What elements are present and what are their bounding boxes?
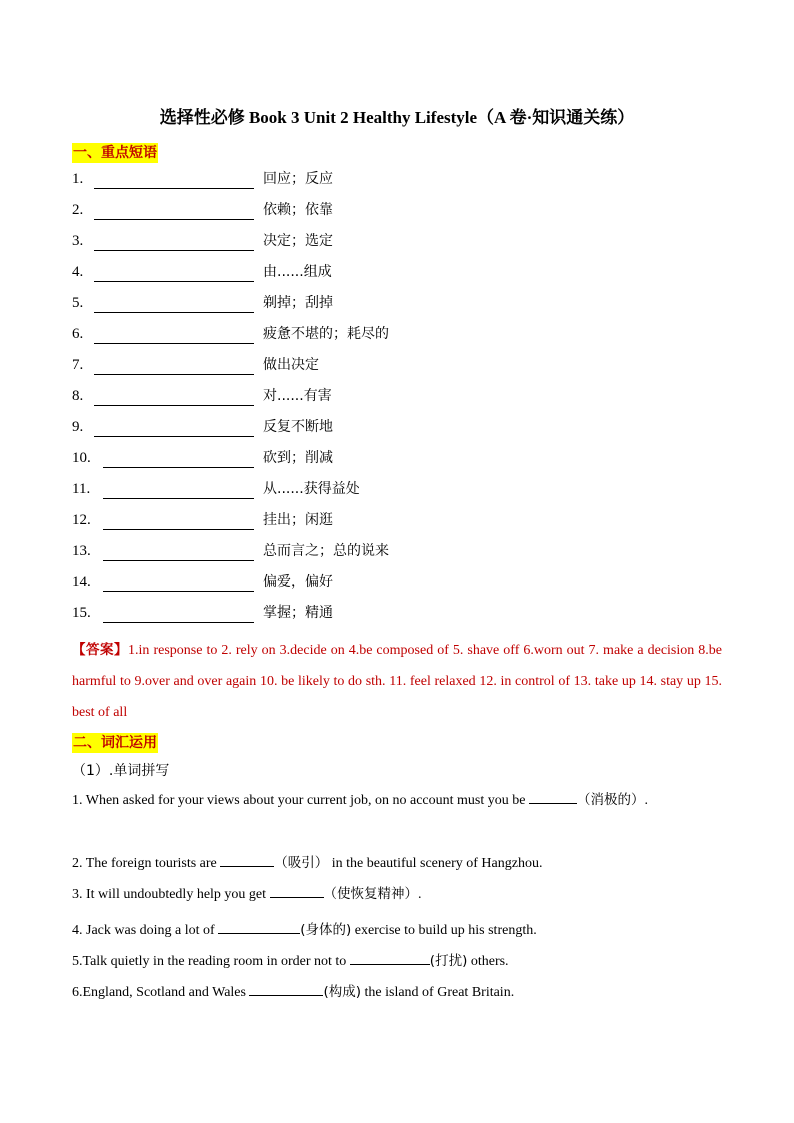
phrase-item — [72, 355, 319, 375]
question-hint: （使恢复精神） — [323, 886, 419, 902]
question-hint: （吸引） — [274, 855, 329, 871]
phrase-item — [72, 541, 389, 561]
phrase-item — [72, 417, 333, 437]
phrase-number: 11. — [72, 481, 91, 497]
question-text: 4. Jack was doing a lot of — [72, 923, 219, 938]
phrase-meaning: 从......获得益处 — [263, 481, 360, 497]
question-item — [72, 848, 722, 879]
phrase-item — [72, 324, 389, 344]
question-item — [72, 785, 722, 816]
phrase-number: 7. — [72, 357, 84, 373]
phrase-item — [72, 510, 333, 530]
phrase-item — [72, 169, 333, 189]
answer-blank[interactable] — [103, 483, 254, 499]
phrase-meaning: 砍到；削减 — [263, 450, 333, 466]
phrase-number: 6. — [72, 326, 84, 342]
question-text-end: in the beautiful scenery of Hangzhou. — [328, 856, 543, 871]
phrase-meaning: 回应；反应 — [263, 171, 333, 187]
question-item — [72, 915, 722, 946]
answer-blank[interactable] — [94, 297, 254, 313]
phrase-item — [72, 603, 333, 623]
phrase-item — [72, 386, 332, 406]
phrase-meaning: 掌握；精通 — [263, 605, 333, 621]
phrase-meaning: 依赖；依靠 — [263, 202, 333, 218]
answer-blank[interactable] — [529, 788, 577, 804]
answer-blank[interactable] — [94, 235, 254, 251]
phrase-number: 1. — [72, 171, 84, 187]
answer-blank[interactable] — [220, 851, 274, 867]
answer-blank[interactable] — [94, 204, 254, 220]
answer-blank[interactable] — [218, 918, 300, 934]
answer-tag: 【答案】 — [72, 642, 129, 658]
answer-text: 1.in response to 2. rely on 3.decide on 4.be composed of 5. shave off 6.worn out 7. make a decision 8.be harmful to 9.over and over again 10. be likely to do sth. 11. feel relaxed 12. in control of 13. take up 14. stay up 15. best of all — [72, 643, 722, 720]
phrase-meaning: 决定；选定 — [263, 233, 333, 249]
phrase-item — [72, 262, 332, 282]
phrase-meaning: 由......组成 — [263, 264, 332, 280]
question-item — [72, 977, 722, 1008]
answer-blank[interactable] — [350, 949, 430, 965]
answer-blank[interactable] — [94, 359, 254, 375]
phrase-number: 13. — [72, 543, 91, 559]
page-title: 选择性必修 Book 3 Unit 2 Healthy Lifestyle（A 卷·知识通关练） — [159, 108, 635, 127]
question-text-end: exercise to build up his strength. — [351, 923, 537, 938]
answer-blank[interactable] — [94, 173, 254, 189]
phrase-number: 8. — [72, 388, 84, 404]
question-item — [72, 946, 722, 977]
phrase-item — [72, 479, 360, 499]
phrase-meaning: 剃掉；刮掉 — [263, 295, 333, 311]
phrase-number: 10. — [72, 450, 91, 466]
phrase-number: 9. — [72, 419, 84, 435]
phrase-meaning: 偏爱，偏好 — [263, 574, 333, 590]
phrase-meaning: 做出决定 — [263, 357, 319, 373]
phrase-number: 5. — [72, 295, 84, 311]
question-text: 2. The foreign tourists are — [72, 856, 221, 871]
answer-blank[interactable] — [103, 452, 254, 468]
answer-blank[interactable] — [94, 421, 254, 437]
answer-blank[interactable] — [103, 576, 254, 592]
phrase-meaning: 总而言之；总的说来 — [263, 543, 389, 559]
question-text: 5.Talk quietly in the reading room in order not to — [72, 954, 350, 969]
phrase-number: 4. — [72, 264, 84, 280]
answer-blank[interactable] — [103, 545, 254, 561]
question-hint: （消极的） — [576, 792, 645, 808]
phrase-number: 12. — [72, 512, 91, 528]
answer-blank[interactable] — [103, 607, 254, 623]
answer-blank[interactable] — [94, 328, 254, 344]
phrase-number: 3. — [72, 233, 84, 249]
answer-blank[interactable] — [249, 980, 323, 996]
section-heading-vocabulary: 二、词汇运用 — [73, 735, 157, 751]
phrase-meaning: 挂出；闲逛 — [263, 512, 333, 528]
phrase-item — [72, 293, 333, 313]
answer-blank[interactable] — [103, 514, 254, 530]
question-text-end: . — [418, 887, 422, 902]
question-text-end: . — [644, 793, 648, 808]
question-text: 3. It will undoubtedly help you get — [72, 887, 270, 902]
phrase-item — [72, 200, 333, 220]
question-text-end: others. — [467, 954, 509, 969]
phrase-number: 15. — [72, 605, 91, 621]
answer-blank[interactable] — [94, 266, 254, 282]
question-text: 1. When asked for your views about your current job, on no account must you be — [72, 793, 529, 808]
question-item — [72, 879, 722, 910]
phrase-number: 14. — [72, 574, 91, 590]
question-hint: (打扰) — [429, 953, 468, 969]
answer-block — [72, 635, 722, 728]
phrase-item — [72, 231, 333, 251]
phrase-item — [72, 448, 333, 468]
question-hint: (身体的) — [300, 922, 352, 938]
answer-blank[interactable] — [270, 882, 324, 898]
phrase-number: 2. — [72, 202, 84, 218]
question-text: 6.England, Scotland and Wales — [72, 985, 250, 1000]
phrase-item — [72, 572, 333, 592]
subsection-label: （1）.单词拼写 — [72, 763, 170, 779]
answer-blank[interactable] — [94, 390, 254, 406]
question-hint: (构成) — [323, 984, 362, 1000]
phrase-meaning: 对......有害 — [263, 388, 332, 404]
phrase-meaning: 反复不断地 — [263, 419, 333, 435]
section-heading-phrases: 一、重点短语 — [73, 145, 157, 161]
question-text-end: the island of Great Britain. — [361, 985, 515, 1000]
phrase-meaning: 疲惫不堪的；耗尽的 — [263, 326, 389, 342]
